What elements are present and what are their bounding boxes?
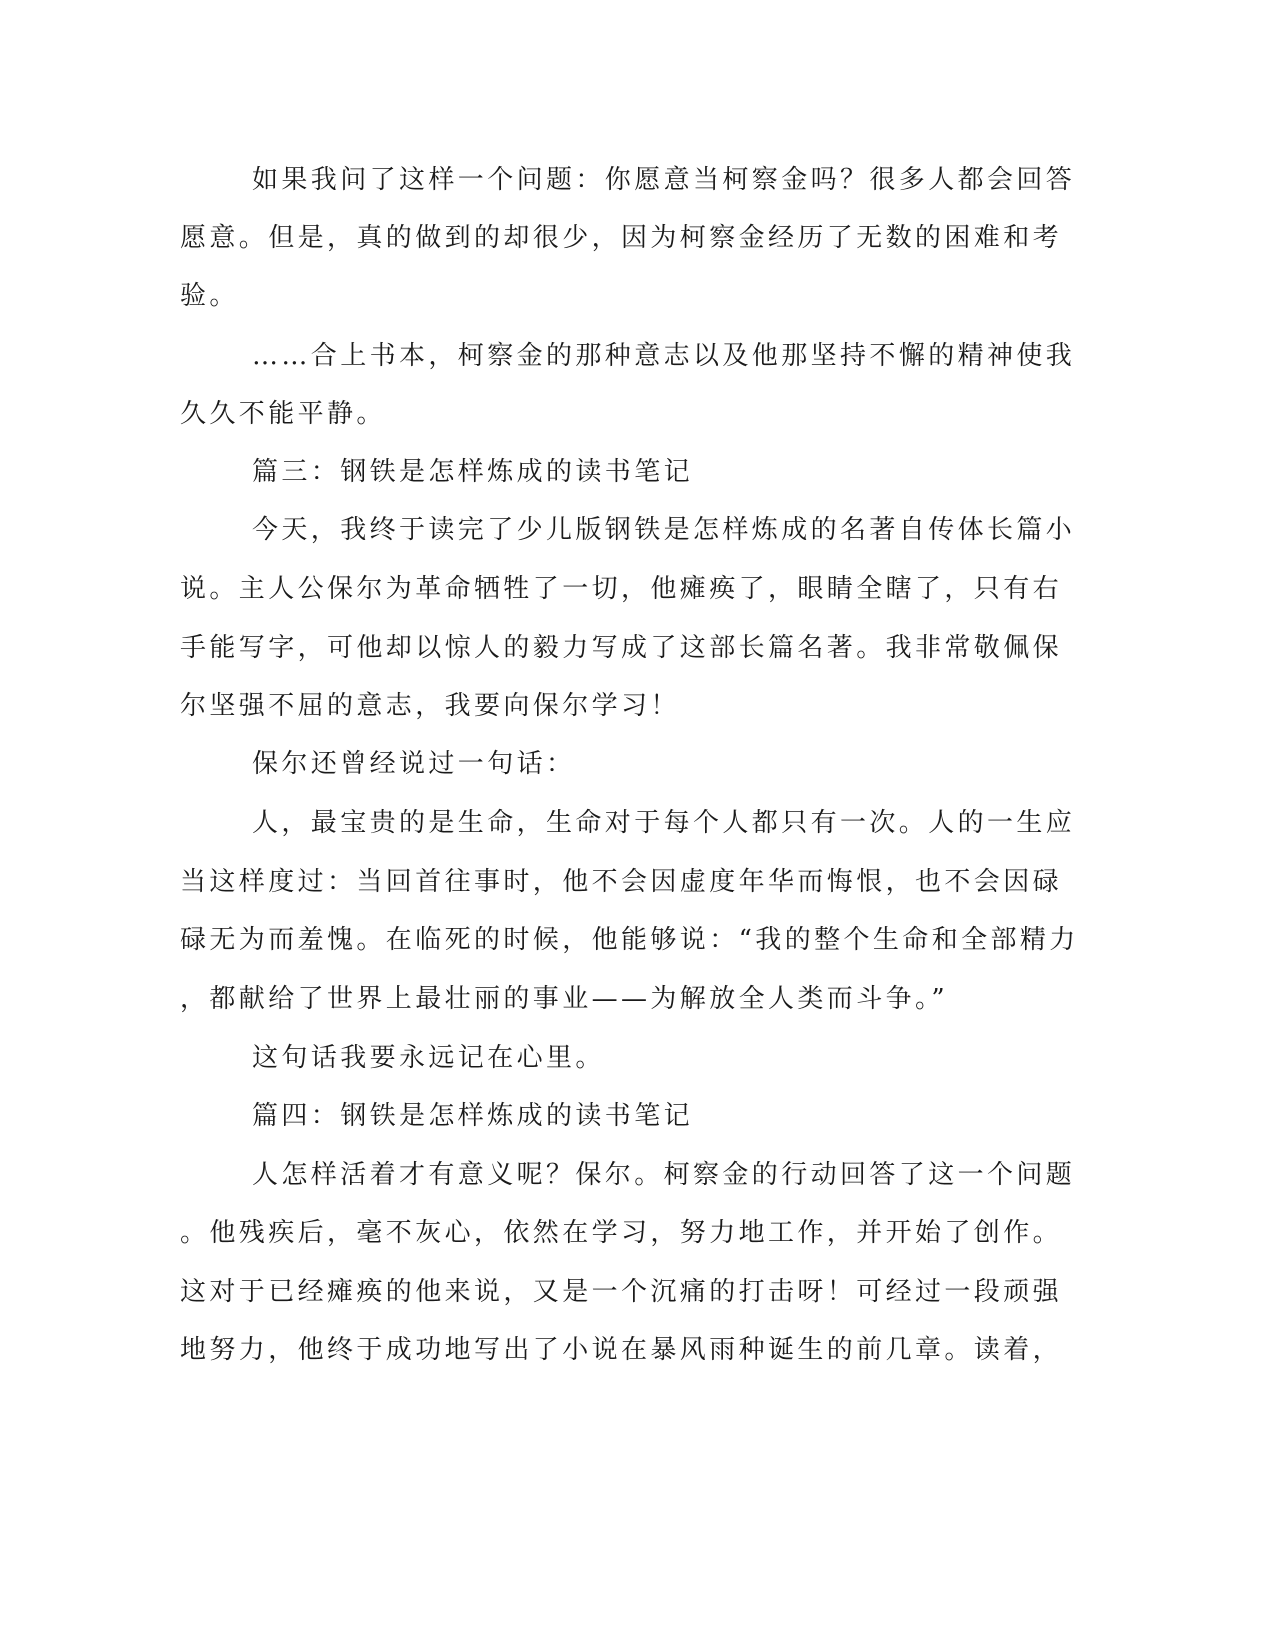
text-line: 人怎样活着才有意义呢？保尔。柯察金的行动回答了这一个问题 xyxy=(252,1160,1076,1190)
text-line: 今天，我终于读完了少儿版钢铁是怎样炼成的名著自传体长篇小 xyxy=(252,515,1076,545)
text-line: 愿意。但是，真的做到的却很少，因为柯察金经历了无数的困难和考 xyxy=(180,223,1063,253)
text-line: 地努力，他终于成功地写出了小说在暴风雨种诞生的前几章。读着， xyxy=(180,1335,1063,1365)
text-line: 碌无为而羞愧。在临死的时候，他能够说：“我的整个生命和全部精力 xyxy=(180,925,1079,955)
text-line: 人，最宝贵的是生命，生命对于每个人都只有一次。人的一生应 xyxy=(252,808,1076,838)
text-line: 如果我问了这样一个问题：你愿意当柯察金吗？很多人都会回答 xyxy=(252,165,1076,195)
text-line: 验。 xyxy=(180,281,239,311)
text-line: 。他残疾后，毫不灰心，依然在学习，努力地工作，并开始了创作。 xyxy=(180,1218,1063,1248)
section-heading: 篇三：钢铁是怎样炼成的读书笔记 xyxy=(252,457,694,487)
text-line: 久久不能平静。 xyxy=(180,399,386,429)
text-line: 这句话我要永远记在心里。 xyxy=(252,1043,605,1073)
text-line: 这对于已经瘫痪的他来说，又是一个沉痛的打击呀！可经过一段顽强 xyxy=(180,1277,1063,1307)
text-line: 手能写字，可他却以惊人的毅力写成了这部长篇名著。我非常敬佩保 xyxy=(180,633,1063,663)
text-line: ……合上书本，柯察金的那种意志以及他那坚持不懈的精神使我 xyxy=(252,341,1076,371)
text-line: 尔坚强不屈的意志，我要向保尔学习！ xyxy=(180,691,680,721)
text-line: 当这样度过：当回首往事时，他不会因虚度年华而悔恨，也不会因碌 xyxy=(180,867,1063,897)
section-heading: 篇四：钢铁是怎样炼成的读书笔记 xyxy=(252,1101,694,1131)
text-line: ，都献给了世界上最壮丽的事业——为解放全人类而斗争。” xyxy=(180,984,949,1014)
text-line: 说。主人公保尔为革命牺牲了一切，他瘫痪了，眼睛全瞎了，只有右 xyxy=(180,574,1063,604)
text-line: 保尔还曾经说过一句话： xyxy=(252,749,576,779)
